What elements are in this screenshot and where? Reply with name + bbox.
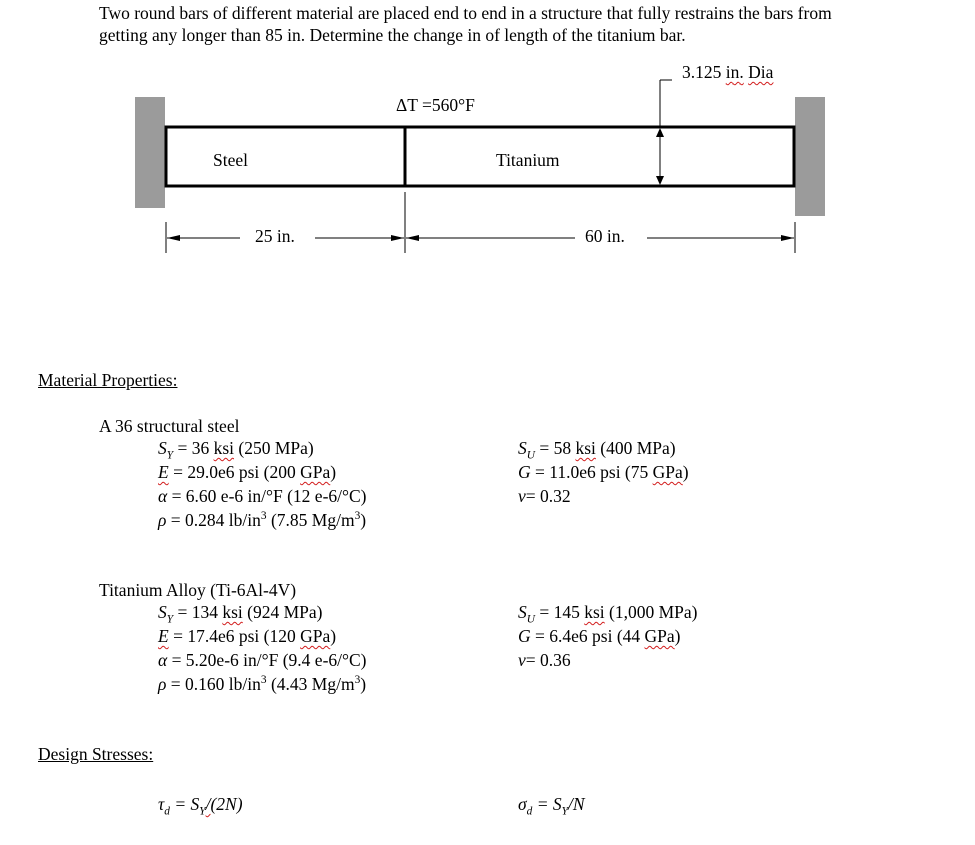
diameter-word: Dia [748, 62, 774, 82]
titanium-material-name: Titanium Alloy (Ti-6Al-4V) [99, 580, 297, 600]
delta-t-label: ΔT =560°F [396, 95, 475, 115]
titanium-thermal-expansion: α = 5.20e-6 in/°F (9.4 e-6/°C) [158, 650, 367, 670]
titanium-label: Titanium [496, 150, 560, 170]
steel-poisson-ratio: ν= 0.32 [518, 486, 571, 506]
titanium-yield-strength: $S_Y = 134$ ksi (924 MPa) [158, 602, 323, 626]
steel-bar [166, 127, 405, 186]
steel-shear-modulus: G = 11.0e6 psi (75 GPa) [518, 462, 689, 482]
titanium-length-label: 60 in. [585, 226, 625, 246]
left-wall [135, 97, 165, 208]
material-properties-heading: Material Properties: [38, 370, 178, 390]
shear-design-stress: $\tau_d = S_Y/(2N)$ [158, 794, 243, 818]
steel-modulus: E = 29.0e6 psi (200 GPa) [158, 462, 337, 482]
steel-arrow-right [391, 235, 404, 241]
steel-label: Steel [213, 150, 248, 170]
design-stresses-heading: Design Stresses: [38, 744, 154, 764]
steel-length-label: 25 in. [255, 226, 295, 246]
steel-ultimate-strength: $S_U = 58$ ksi (400 MPa) [518, 438, 676, 462]
steel-yield-strength: $S_Y = 36$ ksi (250 MPa) [158, 438, 314, 462]
steel-arrow-left [167, 235, 180, 241]
titanium-poisson-ratio: ν= 0.36 [518, 650, 571, 670]
steel-material-name: A 36 structural steel [99, 416, 240, 436]
normal-design-stress: $\sigma_d = S_Y/N$ [518, 794, 585, 818]
titanium-modulus: E = 17.4e6 psi (120 GPa) [158, 626, 337, 646]
titanium-shear-modulus: G = 6.4e6 psi (44 GPa) [518, 626, 681, 646]
titanium-arrow-left [406, 235, 419, 241]
diameter-value: 3.125 [682, 62, 722, 82]
titanium-density: ρ = 0.160 $lb/in^3$ (4.43 $Mg/m^3$) [158, 674, 367, 694]
diameter-unit: in. [725, 62, 744, 82]
titanium-ultimate-strength: $S_U = 145$ ksi (1,000 MPa) [518, 602, 698, 626]
problem-line-2: getting any longer than 85 in. Determine the change in of length of the titanium bar. [99, 25, 686, 45]
bar-diagram [0, 0, 975, 300]
steel-density: ρ = 0.284 $lb/in^3$ (7.85 $Mg/m^3$) [158, 510, 367, 530]
titanium-arrow-right [781, 235, 794, 241]
steel-thermal-expansion: α = 6.60 e-6 in/°F (12 e-6/°C) [158, 486, 367, 506]
titanium-bar [405, 127, 794, 186]
right-wall [795, 97, 825, 216]
problem-line-1: Two round bars of different material are placed end to end in a structure that fully restrains the bars from [99, 3, 832, 23]
diameter-label [682, 62, 773, 83]
